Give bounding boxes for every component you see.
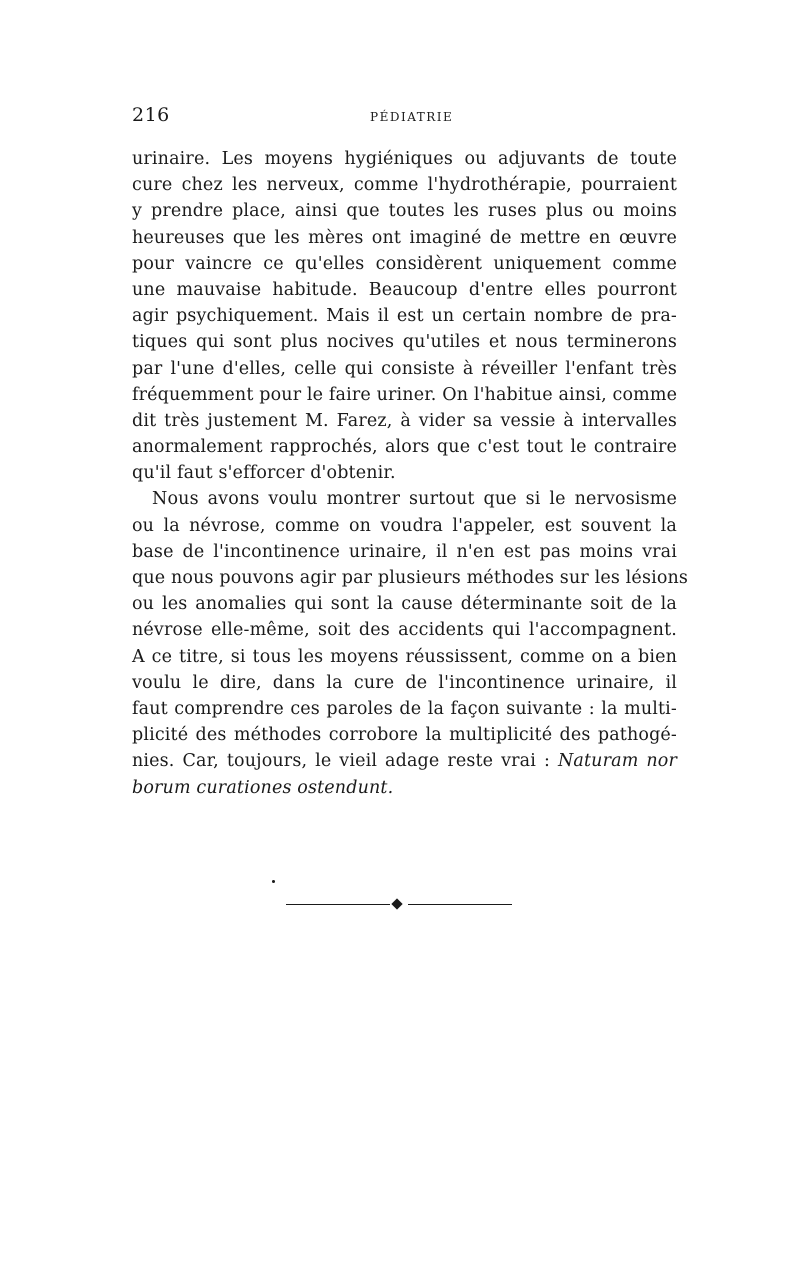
text-line: névrose elle-même, soit des accidents qui l'accompagnent.: [132, 620, 677, 641]
text-line: voulu le dire, dans la cure de l'incontinence urinaire, il: [132, 672, 677, 693]
text-line: y prendre place, ainsi que toutes les ruses plus ou moins: [132, 201, 677, 222]
end-ornament: [286, 898, 512, 912]
text-line: plicité des méthodes corrobore la multiplicité des pathogé-: [132, 725, 677, 746]
paragraph-1: [132, 146, 677, 486]
text-line: tiques qui sont plus nocives qu'utiles et nous terminerons: [132, 332, 677, 353]
text-line: qu'il faut s'efforcer d'obtenir.: [132, 463, 396, 484]
text-line: dit très justement M. Farez, à vider sa vessie à intervalles: [132, 410, 677, 431]
diamond-ornament-icon: [391, 898, 402, 909]
text-line: fréquemment pour le faire uriner. On l'habitue ainsi, comme: [132, 384, 678, 405]
running-title: PÉDIATRIE: [370, 110, 454, 124]
text-line: A ce titre, si tous les moyens réussissent, comme on a bien: [132, 646, 677, 667]
latin-quote-part-1: Naturam nor: [557, 751, 678, 772]
latin-quote-part-2: borum curationes ostendunt.: [132, 777, 394, 798]
page-number: 216: [132, 104, 170, 126]
text-segment: nies. Car, toujours, le vieil adage reste vrai :: [132, 751, 550, 772]
text-line-with-latin: [132, 748, 677, 774]
text-line: pour vaincre ce qu'elles considèrent uniquement comme: [132, 253, 677, 274]
text-line: faut comprendre ces paroles de la façon suivante : la multi-: [132, 698, 677, 719]
text-line: base de l'incontinence urinaire, il n'en est pas moins vrai: [132, 541, 677, 562]
paragraph-2: [132, 486, 689, 800]
text-line: ou la névrose, comme on voudra l'appeler, est souvent la: [132, 515, 677, 536]
ornament-rule-left: [286, 904, 390, 905]
text-line: Nous avons voulu montrer surtout que si le nervosisme: [152, 489, 677, 510]
text-line: que nous pouvons agir par plusieurs méthodes sur les lésions: [132, 568, 689, 588]
running-head: [132, 104, 677, 136]
text-line: une mauvaise habitude. Beaucoup d'entre elles pourront: [132, 279, 677, 300]
text-line: anormalement rapprochés, alors que c'est tout le contraire: [132, 437, 677, 458]
text-line: urinaire. Les moyens hygiéniques ou adjuvants de toute: [132, 149, 677, 169]
text-line: ou les anomalies qui sont la cause déterminante soit de la: [132, 594, 677, 615]
body-text: [132, 146, 689, 801]
text-line: heureuses que les mères ont imaginé de mettre en œuvre: [132, 227, 677, 248]
text-line: agir psychiquement. Mais il est un certain nombre de pra-: [132, 306, 677, 327]
ink-speck: [272, 880, 275, 883]
text-line: cure chez les nerveux, comme l'hydrothérapie, pourraient: [132, 175, 677, 196]
text-line: par l'une d'elles, celle qui consiste à réveiller l'enfant très: [132, 358, 677, 379]
ornament-rule-right: [408, 904, 512, 905]
